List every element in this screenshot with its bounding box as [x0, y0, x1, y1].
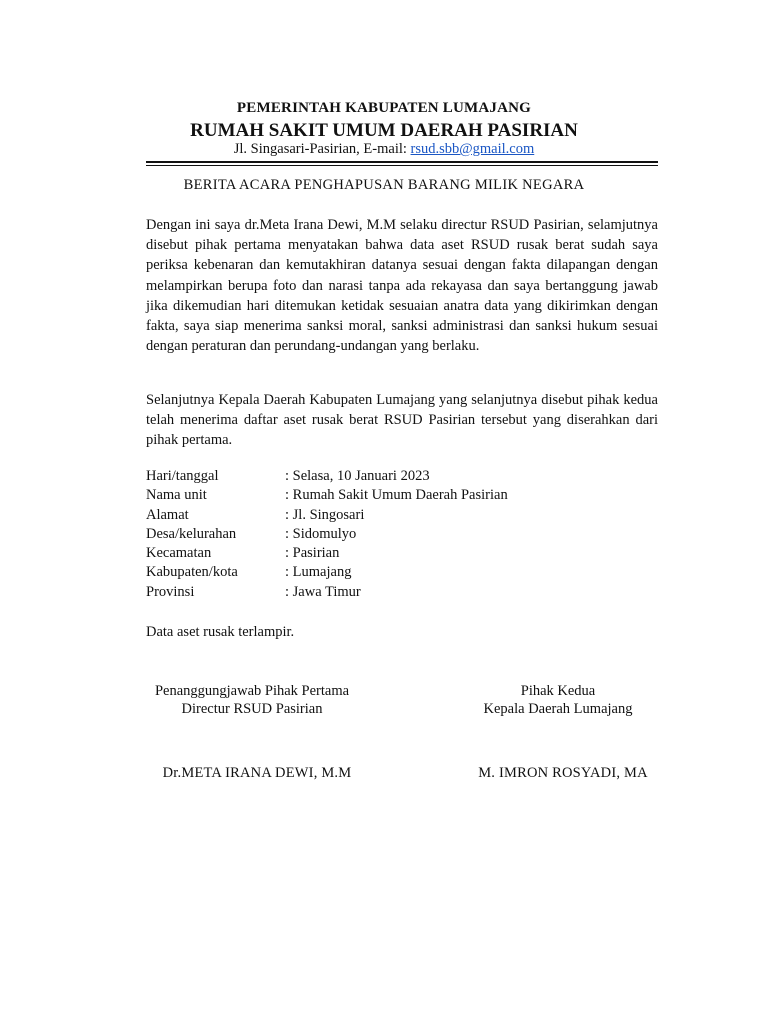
government-heading: PEMERINTAH KABUPATEN LUMAJANG — [236, 100, 532, 116]
field-label: Nama unit — [146, 487, 207, 504]
field-row — [146, 467, 658, 486]
signature-block-second-party — [442, 682, 674, 718]
field-value: : Sidomulyo — [285, 525, 357, 542]
field-label: Kabupaten/kota — [146, 564, 238, 581]
field-value: : Rumah Sakit Umum Daerah Pasirian — [285, 487, 508, 504]
signer-role: Penanggungjawab Pihak Pertama — [154, 683, 350, 699]
field-label: Alamat — [146, 506, 189, 523]
field-value: : Lumajang — [285, 564, 352, 581]
signature-block-first-party — [136, 682, 368, 718]
header-divider — [146, 161, 658, 166]
field-row — [146, 544, 658, 563]
email-link[interactable]: rsud.sbb@gmail.com — [410, 141, 535, 157]
address-line — [0, 141, 768, 158]
statement-paragraph: Dengan ini saya dr.Meta Irana Dewi, M.M selaku directur RSUD Pasirian, selamjutnya disebut pihak pertama menyatakan bahwa data aset RSUD rusak berat sudah saya periksa kebenaran dan kemutakhiran datanya sesuai dengan fakta dilapangan dengan melampirkan berupa foto dan narasi tanpa ada rekayasa dan saya bertanggung jawab jika dikemudian hari ditemukan ketidak sesuaian anatra data yang dikirimkan dengan fakta, saya siap menerima sanksi moral, sanksi administrasi dan sanksi hukum sesuai dengan peraturan dan perundang-undangan yang berlaku. — [146, 217, 658, 355]
field-label: Kecamatan — [146, 545, 212, 562]
field-row — [146, 486, 658, 505]
field-row — [146, 563, 658, 582]
field-label: Hari/tanggal — [146, 468, 219, 484]
field-value: : Pasirian — [285, 545, 340, 562]
field-label: Provinsi — [146, 583, 195, 600]
handover-paragraph: Selanjutnya Kepala Daerah Kabupaten Lumajang yang selanjutnya disebut pihak kedua telah menerima daftar aset rusak berat RSUD Pasirian tersebut yang diserahkan dari pihak pertama. — [146, 392, 658, 449]
field-label: Desa/kelurahan — [146, 525, 237, 542]
field-row — [146, 506, 658, 525]
detail-fields — [146, 467, 658, 602]
attachment-note: Data aset rusak terlampir. — [146, 624, 295, 640]
signer-position: Directur RSUD Pasirian — [181, 701, 323, 717]
field-row — [146, 583, 658, 602]
signer-name-first-party: Dr.META IRANA DEWI, M.M — [162, 765, 352, 781]
field-value: : Selasa, 10 Januari 2023 — [285, 468, 430, 484]
address-text: Jl. Singasari-Pasirian, E-mail: — [233, 141, 411, 157]
hospital-heading: RUMAH SAKIT UMUM DAERAH PASIRIAN — [190, 120, 578, 141]
signer-role: Pihak Kedua — [520, 683, 596, 699]
signer-name-second-party: M. IMRON ROSYADI, MA — [478, 765, 648, 781]
signer-position: Kepala Daerah Lumajang — [483, 701, 633, 717]
field-value: : Jawa Timur — [285, 583, 361, 600]
field-value: : Jl. Singosari — [285, 506, 365, 523]
document-title: BERITA ACARA PENGHAPUSAN BARANG MILIK NEGARA — [183, 177, 585, 193]
field-row — [146, 525, 658, 544]
